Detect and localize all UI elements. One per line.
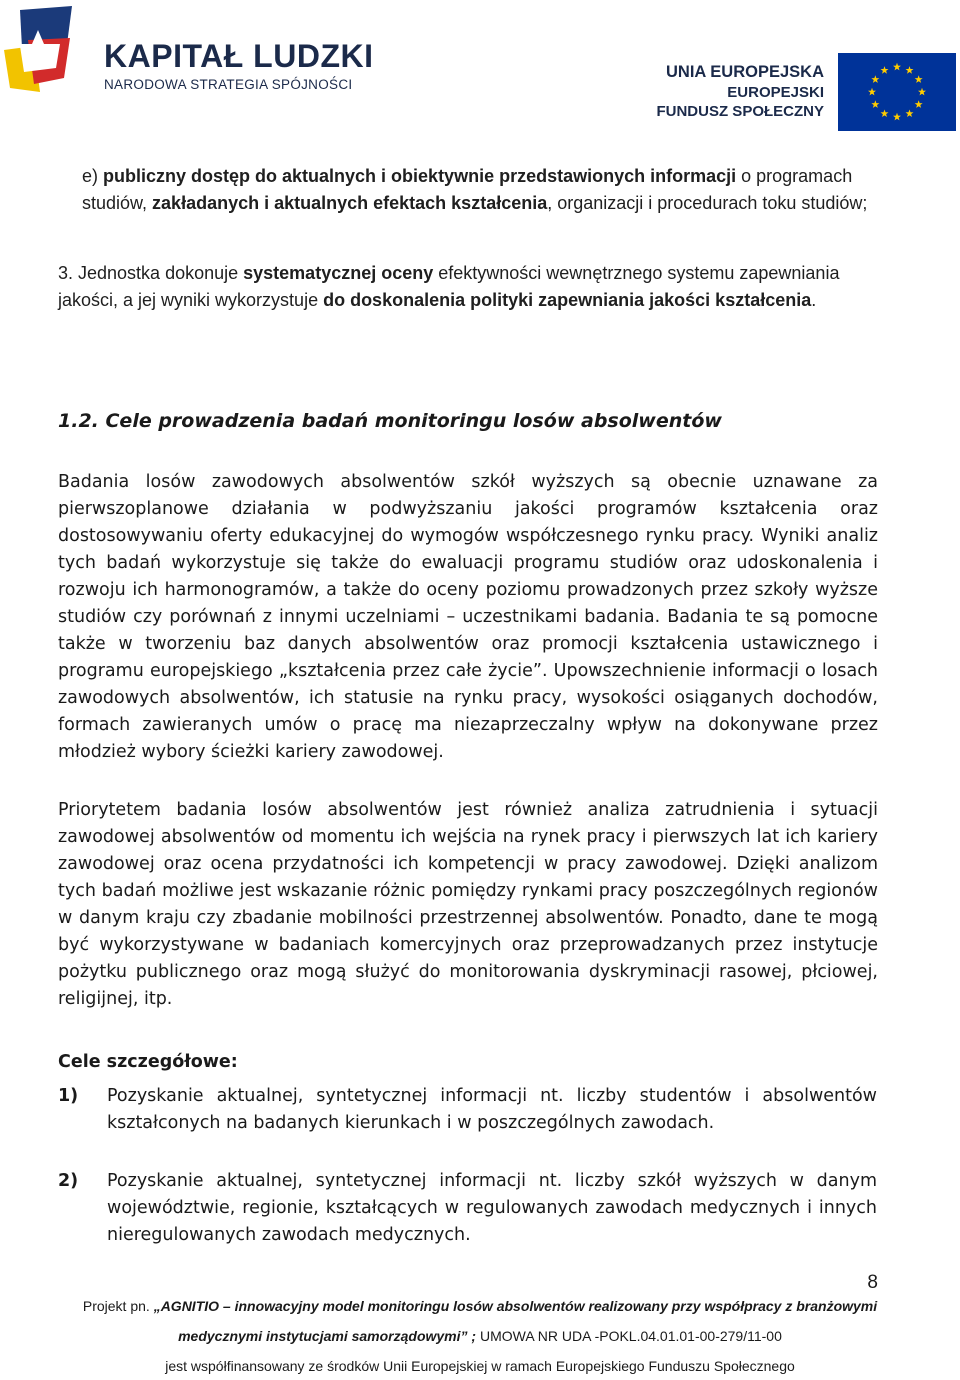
list-item-number: 2) — [58, 1171, 79, 1191]
section-3-text-3: . — [811, 290, 817, 310]
section-e-text-1: o programach studiów, — [82, 166, 853, 213]
eu-label-line1: UNIA EUROPEJSKA — [666, 63, 824, 81]
footer-agreement-number: UMOWA NR UDA -POKL.04.01.01-00-279/11-00 — [476, 1328, 782, 1344]
section-3-bold-2: do doskonalenia polityki zapewniania jakości kształcenia — [323, 290, 812, 310]
objectives-heading: Cele szczegółowe: — [58, 1052, 238, 1072]
eu-fund-label — [656, 62, 824, 121]
footer-line-3: jest współfinansowany ze środków Unii Europejskiej w ramach Europejskiego Funduszu Społecznego — [165, 1358, 795, 1374]
body-paragraph-2: Priorytetem badania losów absolwentów jest również analiza zatrudnienia i sytuacji zawodowej absolwentów od momentu ich wejścia na rynek pracy i pierwszych lat ich kariery zawodowej oraz ocena przydatności ich kompetencji w pracy zawodowej. Dzięki analizom tych badań możliwe jest wskazanie różnic pomiędzy rynkami pracy poszczególnych regionów w danym kraju czy zbadanie mobilności przestrzennej absolwentów. Ponadto, dane te mogą być wykorzystywane w badaniach komercyjnych oraz przeprowadzanych przez instytucje pożytku publicznego oraz mogą służyć do monitorowania dyskryminacji rasowej, płciowej, religijnej, itp. — [58, 800, 878, 1009]
page-number: 8 — [867, 1272, 878, 1293]
section-3-bold-1: systematycznej oceny — [243, 263, 434, 283]
section-e-bold-2: zakładanych i aktualnych efektach kształcenia — [152, 193, 548, 213]
footer-line-2 — [0, 1328, 960, 1344]
kapital-ludzki-title: KAPITAŁ LUDZKI — [104, 38, 374, 74]
list-item-number: 1) — [58, 1086, 79, 1106]
list-item-text: Pozyskanie aktualnej, syntetycznej informacji nt. liczby studentów i absolwentów kształconych na badanych kierunkach i w poszczególnych zawodach. — [107, 1086, 877, 1133]
body-paragraph-1: Badania losów zawodowych absolwentów szkół wyższych są obecnie uznawane za pierwszoplanowe działania w podwyższaniu jakości programów kształcenia oraz dostosowywaniu oferty edukacyjnej do wymogów współczesnego rynku pracy. Wyniki analiz tych badań wykorzystuje się także do ewaluacji programu studiów oraz udoskonalenia i rozwoju ich harmonogramów, a także do oceny poziomu prowadzonych przez szkoły wyższe studiów czy porównań z innymi uczelniami – uczestnikami badania. Badania te są pomocne także w tworzeniu baz danych absolwentów oraz promocji kształcenia ustawicznego i programu europejskiego „kształcenia przez całe życie”. Upowszechnienie informacji o losach zawodowych absolwentów, ich statusie na rynku pracy, wysokości osiąganych dochodów, formach zawieranych umów o pracę ma niezaprzeczalny wpływ na dokonywane przez młodzież wybory ścieżki kariery zawodowej. — [58, 472, 878, 762]
section-e-prefix: e) — [82, 166, 104, 186]
section-3-text-2: efektywności wewnętrznego systemu zapewniania jakości, a jej wyniki wykorzystuje — [58, 263, 840, 310]
list-item-text: Pozyskanie aktualnej, syntetycznej informacji nt. liczby szkół wyższych w danym województwie, regionie, kształcących w regulowanych zawodach medycznych i innych nieregulowanych zawodach medycznych. — [107, 1171, 877, 1245]
section-3-text-1: 3. Jednostka dokonuje — [58, 263, 244, 283]
footer-line-1 — [0, 1298, 960, 1314]
footer-line-1-prefix: Projekt pn. — [82, 1298, 154, 1314]
footer-project-title: „AGNITIO – innowacyjny model monitoringu losów absolwentów realizowany przy współpracy z branżowymi — [153, 1298, 878, 1314]
eu-flag-icon — [838, 53, 956, 131]
section-e-paragraph — [82, 163, 878, 217]
kapital-ludzki-subtitle: NARODOWA STRATEGIA SPÓJNOŚCI — [104, 77, 353, 92]
section-e-text-2: , organizacji i procedurach toku studiów; — [547, 193, 868, 213]
section-e-bold-1: publiczny dostęp do aktualnych i obiektywnie przedstawionych informacji — [103, 166, 737, 186]
kapital-ludzki-logo-icon — [0, 0, 80, 95]
footer-project-title-cont: medycznymi instytucjami samorządowymi” ; — [178, 1328, 477, 1344]
eu-label-line2: EUROPEJSKI — [727, 84, 824, 101]
section-heading-1-2: 1.2. Cele prowadzenia badań monitoringu losów absolwentów — [58, 410, 722, 432]
section-3-paragraph — [58, 260, 878, 314]
eu-label-line3: FUNDUSZ SPOŁECZNY — [656, 103, 824, 120]
